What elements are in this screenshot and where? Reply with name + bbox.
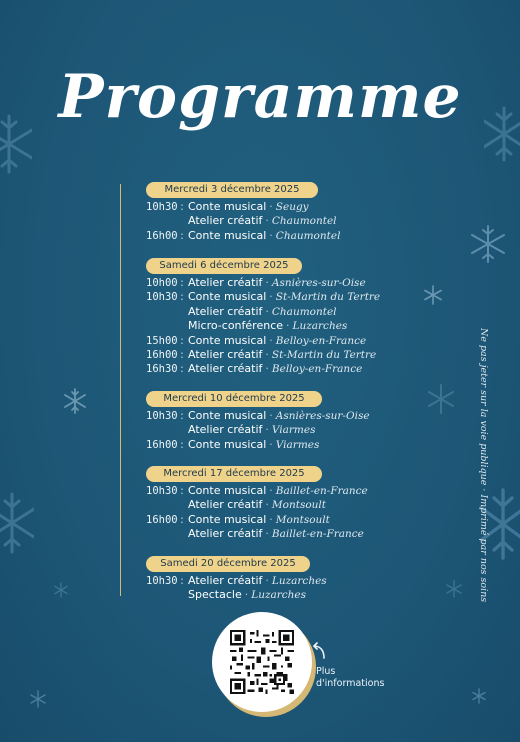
- time-separator: :: [180, 333, 184, 347]
- event-time: 16h00: [146, 349, 178, 361]
- event-row: [146, 362, 362, 376]
- event-row: [146, 200, 309, 214]
- event-row: [146, 319, 347, 333]
- time-separator: :: [180, 228, 184, 242]
- separator-dot: ·: [265, 423, 269, 437]
- event-activity: Atelier créatif: [188, 276, 263, 289]
- separator-dot: ·: [265, 214, 269, 228]
- event-place: St-Martin du Tertre: [271, 349, 377, 361]
- separator-dot: ·: [269, 200, 273, 213]
- side-note: Ne pas jeter sur la voie publique · Imprimé par nos soins: [478, 328, 489, 603]
- event-activity: Atelier créatif: [188, 362, 263, 376]
- separator-dot: ·: [265, 498, 269, 512]
- event-place: Luzarches: [271, 575, 327, 587]
- event-time: 10h00: [146, 277, 178, 289]
- timeline-rule: [120, 184, 121, 596]
- more-info-line2: d'informations: [316, 678, 385, 689]
- event-time: 15h00: [146, 334, 178, 347]
- event-place: Baillet-en-France: [275, 485, 368, 497]
- event-activity: Conte musical: [188, 228, 267, 242]
- event-row: [146, 409, 370, 423]
- time-separator: :: [180, 512, 184, 526]
- time-separator: :: [180, 276, 184, 289]
- separator-dot: ·: [269, 484, 273, 497]
- event-time: 10h30: [146, 410, 178, 422]
- separator-dot: ·: [265, 574, 269, 587]
- snowflake-icon: [446, 580, 462, 598]
- event-time: 10h30: [146, 291, 178, 304]
- event-row: [146, 527, 364, 541]
- event-activity: Conte musical: [188, 512, 267, 526]
- event-activity: Atelier créatif: [188, 214, 263, 228]
- event-place: Belloy-en-France: [275, 334, 367, 347]
- event-time: 10h30: [146, 575, 178, 587]
- event-time: 10h30: [146, 201, 178, 213]
- event-time: 16h00: [146, 513, 178, 526]
- snowflake-icon: [424, 285, 442, 305]
- time-separator: :: [180, 290, 184, 304]
- separator-dot: ·: [269, 290, 273, 304]
- event-row: [146, 290, 380, 304]
- day-badge: Samedi 6 décembre 2025: [146, 258, 302, 274]
- separator-dot: ·: [265, 304, 269, 318]
- snowflake-icon: [428, 384, 454, 414]
- event-place: Chaumontel: [271, 305, 337, 318]
- event-activity: Spectacle: [188, 588, 242, 602]
- event-row: [146, 214, 337, 228]
- time-separator: :: [180, 348, 184, 361]
- event-place: Belloy-en-France: [271, 363, 363, 376]
- event-row: [146, 574, 327, 588]
- event-activity: Atelier créatif: [188, 423, 263, 437]
- event-row: [146, 276, 366, 290]
- event-row: [146, 438, 319, 452]
- snowflake-icon: [64, 388, 86, 414]
- event-time: 16h00: [146, 438, 178, 451]
- event-row: [146, 334, 366, 348]
- separator-dot: ·: [269, 228, 273, 242]
- event-activity: Conte musical: [188, 290, 267, 304]
- separator-dot: ·: [269, 333, 273, 347]
- day-badge: Mercredi 17 décembre 2025: [146, 466, 322, 482]
- qr-code-icon[interactable]: [230, 630, 294, 694]
- event-activity: Conte musical: [188, 437, 267, 451]
- event-row: [146, 305, 337, 319]
- time-separator: :: [180, 574, 184, 587]
- more-info-line1: Plus: [316, 666, 336, 677]
- event-place: Viarmes: [271, 424, 316, 437]
- time-separator: :: [180, 409, 184, 422]
- event-activity: Atelier créatif: [188, 574, 263, 587]
- event-time: 10h30: [146, 485, 178, 497]
- event-place: Asnières-sur-Oise: [275, 410, 370, 422]
- separator-dot: ·: [269, 437, 273, 451]
- more-info-label: [316, 666, 384, 690]
- time-separator: :: [180, 484, 184, 497]
- time-separator: :: [180, 362, 184, 376]
- separator-dot: ·: [269, 512, 273, 526]
- snowflake-icon: [472, 688, 486, 704]
- event-row: [146, 229, 340, 243]
- separator-dot: ·: [244, 588, 249, 602]
- event-place: Chaumontel: [271, 215, 337, 228]
- event-activity: Atelier créatif: [188, 527, 263, 541]
- day-badge: Samedi 20 décembre 2025: [146, 556, 310, 572]
- snowflake-icon: [54, 582, 68, 598]
- event-place: St-Martin du Tertre: [275, 291, 381, 304]
- event-row: [146, 513, 330, 527]
- event-activity: Atelier créatif: [188, 304, 263, 318]
- day-badge: Mercredi 3 décembre 2025: [146, 182, 318, 198]
- event-row: [146, 498, 326, 512]
- page-title: Programme: [58, 62, 462, 132]
- event-place: Chaumontel: [275, 229, 341, 242]
- event-row: [146, 588, 306, 602]
- event-activity: Conte musical: [188, 200, 267, 213]
- event-time: 16h30: [146, 363, 178, 376]
- separator-dot: ·: [269, 409, 273, 422]
- event-activity: Conte musical: [188, 409, 267, 422]
- event-place: Asnières-sur-Oise: [271, 277, 366, 289]
- time-separator: :: [180, 437, 184, 451]
- snowflake-icon: [30, 690, 46, 708]
- event-time: 16h00: [146, 229, 178, 242]
- snowflake-icon: [0, 490, 34, 556]
- event-place: Luzarches: [292, 320, 348, 333]
- event-row: [146, 423, 316, 437]
- event-activity: Atelier créatif: [188, 348, 263, 361]
- event-activity: Micro-conférence: [188, 319, 284, 333]
- separator-dot: ·: [286, 319, 290, 333]
- event-activity: Conte musical: [188, 333, 267, 347]
- event-place: Montsoult: [275, 513, 330, 526]
- snowflake-icon: [470, 224, 506, 264]
- curved-arrow-icon: [310, 642, 328, 660]
- separator-dot: ·: [265, 527, 269, 541]
- separator-dot: ·: [265, 276, 269, 289]
- separator-dot: ·: [265, 362, 269, 376]
- event-row: [146, 348, 376, 362]
- event-place: Montsoult: [271, 499, 326, 512]
- event-place: Luzarches: [251, 589, 307, 602]
- event-place: Baillet-en-France: [271, 528, 364, 541]
- day-badge: Mercredi 10 décembre 2025: [146, 391, 322, 407]
- event-row: [146, 484, 368, 498]
- event-place: Seugy: [275, 201, 309, 213]
- time-separator: :: [180, 200, 184, 213]
- event-activity: Conte musical: [188, 484, 267, 497]
- event-activity: Atelier créatif: [188, 498, 263, 512]
- separator-dot: ·: [265, 348, 269, 361]
- event-place: Viarmes: [275, 438, 320, 451]
